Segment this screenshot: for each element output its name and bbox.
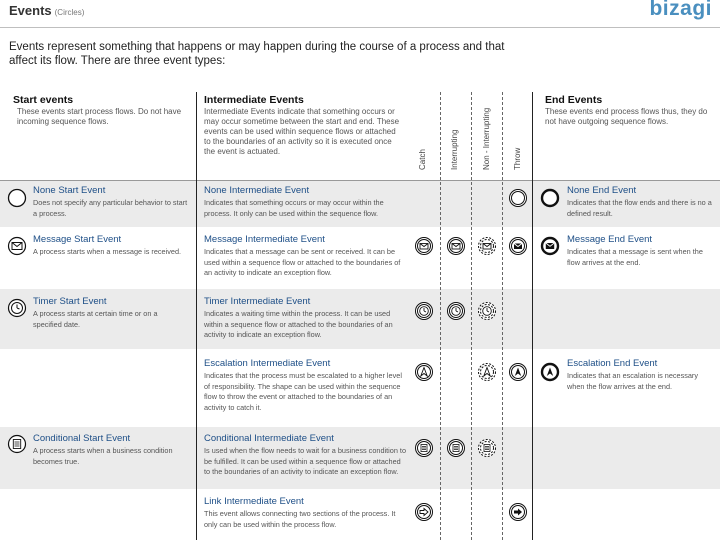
message-catch-icon — [414, 236, 434, 256]
column-divider-noninterrupting — [502, 92, 503, 540]
escalation-throw-icon — [508, 362, 528, 382]
page-subtitle: (Circles) — [54, 8, 85, 17]
page-title-text: Events — [9, 3, 52, 18]
escalation-end-icon — [540, 362, 560, 382]
message-end-desc: Indicates that a message is sent when the flow arrives at the end. — [567, 247, 703, 267]
table-row — [0, 427, 720, 489]
message-start-title: Message Start Event — [33, 234, 122, 245]
intro-paragraph: Events represent something that happens or may happen during the course of a process and that affect its flow. There are three event types: — [9, 41, 505, 67]
intermediate-events-description: Intermediate Events indicate that something occurs or may occur sometime between the start and end. These events can be used within sequence flows or attached to the boundaries of an activity so it is executed once the event is actuated. — [204, 107, 400, 156]
timer-noninterrupting-icon — [477, 301, 497, 321]
timer-intermediate-desc: Indicates a waiting time within the process. It can be used within a sequence flow or attached to the boundaries of an activity to indicate an exception flow. — [204, 309, 393, 339]
escalation-intermediate-desc: Indicates that the process must be escalated to a higher level of responsibility. The shape can be used within the sequence flow to throw the event or attached to the boundaries of an activity to catch it. — [204, 371, 402, 412]
message-start-desc: A process starts when a message is received. — [33, 247, 182, 256]
message-interrupting-icon — [446, 236, 466, 256]
conditional-interrupting-icon — [446, 438, 466, 458]
message-start-icon — [7, 236, 27, 256]
none-start-icon — [7, 188, 27, 208]
table-row — [0, 490, 720, 540]
brand-logo: bizagi — [649, 0, 712, 20]
escalation-end-title: Escalation End Event — [567, 358, 658, 369]
end-events-description: These events end process flows thus, they do not have outgoing sequence flows. — [545, 107, 708, 126]
escalation-noninterrupting-icon — [477, 362, 497, 382]
page-header — [0, 0, 720, 22]
escalation-end-desc: Indicates that an escalation is necessary when the flow arrives at the end. — [567, 371, 699, 391]
conditional-start-icon — [7, 434, 27, 454]
page-title — [9, 3, 84, 18]
none-intermediate-throw-icon — [508, 188, 528, 208]
conditional-start-title: Conditional Start Event — [33, 433, 131, 444]
link-intermediate-desc: This event allows connecting two sections of the process. It only can be used within the process flow. — [204, 509, 396, 529]
none-end-desc: Indicates that the flow ends and there is no a defined result. — [567, 198, 712, 218]
table-row — [0, 181, 720, 227]
message-intermediate-title: Message Intermediate Event — [204, 234, 325, 245]
none-start-title: None Start Event — [33, 185, 106, 196]
none-intermediate-desc: Indicates that something occurs or may occur within the process. It only can be used within the sequence flow. — [204, 198, 384, 218]
table-row — [0, 228, 720, 288]
catch-label: Catch — [418, 149, 427, 170]
message-end-icon — [540, 236, 560, 256]
column-divider-interrupting — [471, 92, 472, 540]
table-row — [0, 350, 720, 426]
start-events-description: These events start process flows. Do not have incoming sequence flows. — [17, 107, 182, 126]
message-intermediate-desc: Indicates that a message can be sent or received. It can be used within a sequence flow or attached to the boundaries of an activity to indicate an exception flow. — [204, 247, 401, 277]
conditional-catch-icon — [414, 438, 434, 458]
timer-interrupting-icon — [446, 301, 466, 321]
header-divider — [0, 27, 720, 28]
none-end-title: None End Event — [567, 185, 637, 196]
conditional-noninterrupting-icon — [477, 438, 497, 458]
timer-start-icon — [7, 298, 27, 318]
none-intermediate-title: None Intermediate Event — [204, 185, 310, 196]
column-divider-end — [532, 92, 533, 540]
link-catch-icon — [414, 502, 434, 522]
column-divider-start — [196, 92, 197, 540]
none-end-icon — [540, 188, 560, 208]
intermediate-events-heading: Intermediate Events — [204, 94, 304, 106]
message-throw-icon — [508, 236, 528, 256]
timer-start-title: Timer Start Event — [33, 296, 107, 307]
start-events-heading: Start events — [13, 94, 74, 106]
conditional-intermediate-title: Conditional Intermediate Event — [204, 433, 334, 444]
timer-start-desc: A process starts at certain time or on a specified date. — [33, 309, 158, 329]
timer-catch-icon — [414, 301, 434, 321]
none-start-desc: Does not specify any particular behavior to start a process. — [33, 198, 188, 218]
link-throw-icon — [508, 502, 528, 522]
message-noninterrupting-icon — [477, 236, 497, 256]
link-intermediate-title: Link Intermediate Event — [204, 496, 304, 507]
escalation-intermediate-title: Escalation Intermediate Event — [204, 358, 331, 369]
interrupting-label: Interrupting — [450, 129, 459, 170]
throw-label: Throw — [513, 147, 522, 170]
conditional-intermediate-desc: Is used when the flow needs to wait for a business condition to be fulfilled. It can be used within a sequence flow or attached to the boundaries of an activity to indicate an exception flow. — [204, 446, 407, 476]
non-interrupting-label: Non - Interrupting — [482, 107, 491, 170]
message-end-title: Message End Event — [567, 234, 653, 245]
column-divider-catch — [440, 92, 441, 540]
conditional-start-desc: A process starts when a business condition becomes true. — [33, 446, 173, 466]
end-events-heading: End Events — [545, 94, 603, 106]
escalation-catch-icon — [414, 362, 434, 382]
timer-intermediate-title: Timer Intermediate Event — [204, 296, 311, 307]
table-row — [0, 289, 720, 349]
